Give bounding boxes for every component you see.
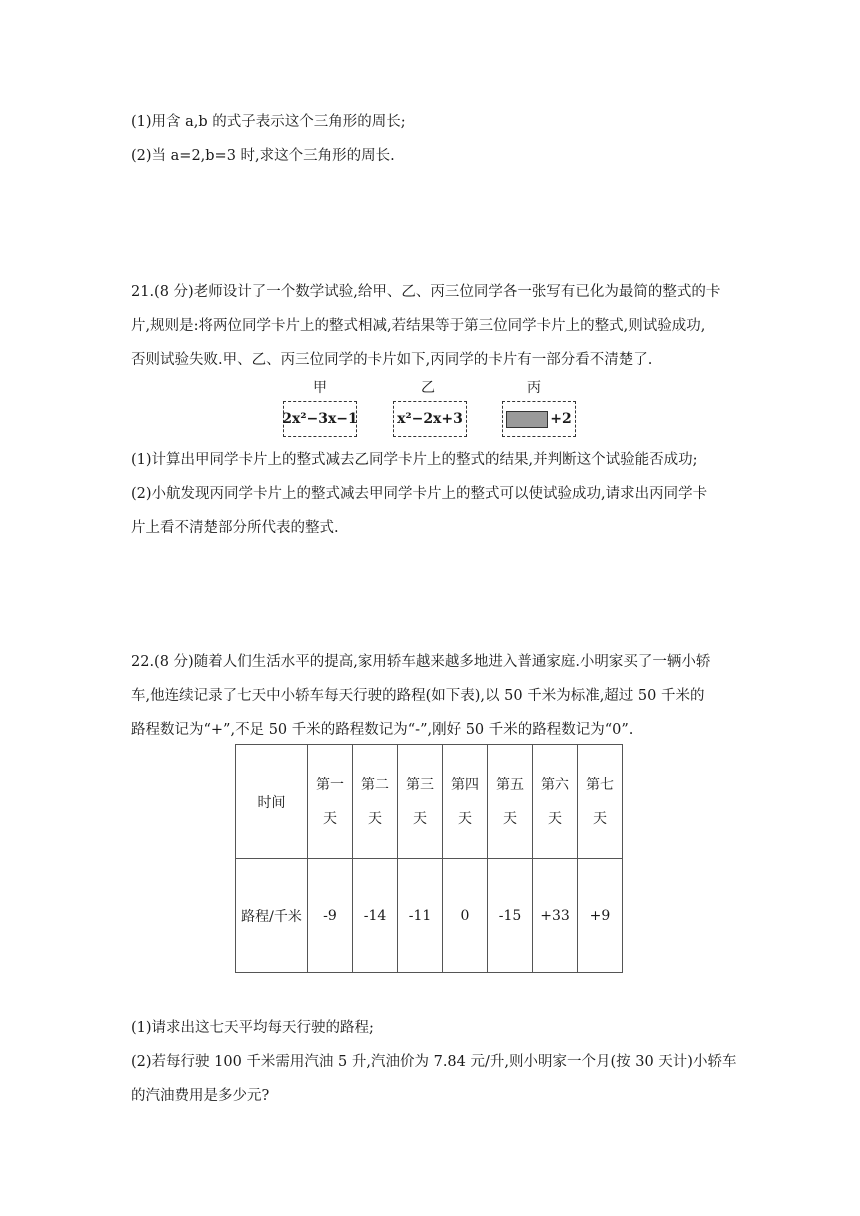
q22-stem-line1: 22.(8 分)随着人们生活水平的提高,家用轿车越来越多地进入普通家庭.小明家买了一辆小轿 xyxy=(131,654,711,670)
card-yi xyxy=(393,401,467,437)
day-cell: 第三 天 xyxy=(398,745,443,859)
q21-stem-line1: 21.(8 分)老师设计了一个数学试验,给甲、乙、丙三位同学各一张写有已化为最简的整式的卡 xyxy=(131,284,721,300)
q21-stem-line2: 片,规则是:将两位同学卡片上的整式相减,若结果等于第三位同学卡片上的整式,则试验成功, xyxy=(131,318,706,334)
card-label-bing: 丙 xyxy=(527,380,541,396)
day-cell: 第六 天 xyxy=(533,745,578,859)
q20-part2: (2)当 a=2,b=3 时,求这个三角形的周长. xyxy=(131,148,395,164)
q22-part1: (1)请求出这七天平均每天行驶的路程; xyxy=(131,1020,374,1036)
card-label-jia: 甲 xyxy=(313,380,327,396)
distance-cell: 0 xyxy=(443,859,488,973)
distance-cell: -9 xyxy=(308,859,353,973)
q22-part2-line1: (2)若每行驶 100 千米需用汽油 5 升,汽油价为 7.84 元/升,则小明家一个月(按 30 天计)小轿车 xyxy=(131,1054,737,1070)
q20-part1: (1)用含 a,b 的式子表示这个三角形的周长; xyxy=(131,114,406,130)
distance-cell: -11 xyxy=(398,859,443,973)
q21-stem-line3: 否则试验失败.甲、乙、丙三位同学的卡片如下,丙同学的卡片有一部分看不清楚了. xyxy=(131,352,653,368)
distance-cell: -14 xyxy=(353,859,398,973)
card-bing xyxy=(502,401,576,437)
q22-stem-line2: 车,他连续记录了七天中小轿车每天行驶的路程(如下表),以 50 千米为标准,超过 50 千米的 xyxy=(131,688,705,704)
day-cell: 第四 天 xyxy=(443,745,488,859)
header-distance: 路程/千米 xyxy=(236,859,308,973)
q21-part1: (1)计算出甲同学卡片上的整式减去乙同学卡片上的整式的结果,并判断这个试验能否成功; xyxy=(131,452,698,468)
table-row xyxy=(236,859,623,973)
day-cell: 第二 天 xyxy=(353,745,398,859)
q21-part2-line1: (2)小航发现丙同学卡片上的整式减去甲同学卡片上的整式可以使试验成功,请求出丙同学卡 xyxy=(131,486,708,502)
q22-part2-line2: 的汽油费用是多少元? xyxy=(131,1088,270,1104)
distance-cell: -15 xyxy=(488,859,533,973)
q22-stem-line3: 路程数记为“+”,不足 50 千米的路程数记为“-”,刚好 50 千米的路程数记为“0”. xyxy=(131,722,634,738)
day-cell: 第一 天 xyxy=(308,745,353,859)
card-jia-expr: 2x²−3x−1 xyxy=(282,411,358,427)
card-jia xyxy=(283,401,357,437)
card-yi-expr: x²−2x+3 xyxy=(397,411,463,427)
distance-cell: +9 xyxy=(578,859,623,973)
obscured-box xyxy=(506,411,548,428)
q21-part2-line2: 片上看不清楚部分所代表的整式. xyxy=(131,520,339,536)
distance-cell: +33 xyxy=(533,859,578,973)
header-time: 时间 xyxy=(236,745,308,859)
table-row xyxy=(236,745,623,859)
card-label-yi: 乙 xyxy=(421,380,435,396)
distance-table xyxy=(235,744,623,973)
day-cell: 第五 天 xyxy=(488,745,533,859)
day-cell: 第七 天 xyxy=(578,745,623,859)
card-bing-expr: +2 xyxy=(550,411,572,427)
